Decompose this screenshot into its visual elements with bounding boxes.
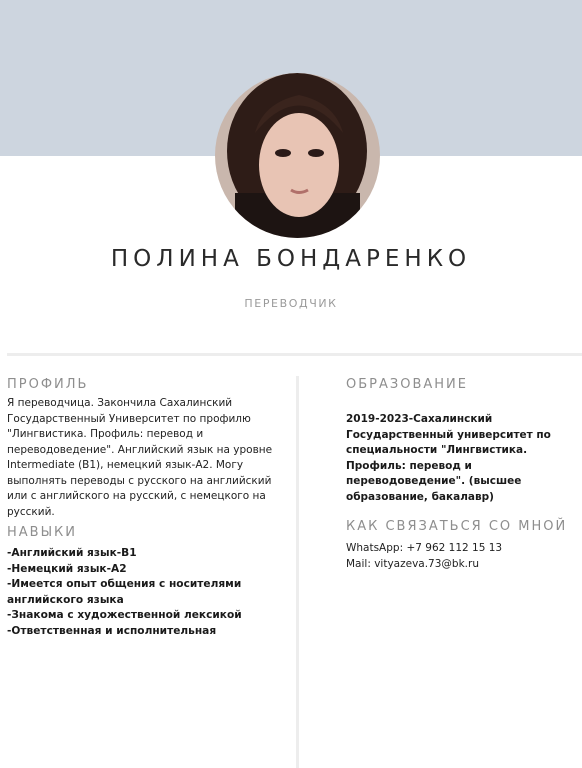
skills-list (7, 546, 287, 640)
skill-item: -Ответственная и исполнительная (7, 624, 217, 637)
skill-item: -Немецкий язык-A2 (7, 562, 127, 575)
profile-section-title: ПРОФИЛЬ (7, 377, 89, 392)
email-contact[interactable]: Mail: vityazeva.73@bk.ru (346, 557, 479, 570)
profile-text: Я переводчица. Закончила Сахалинский Государственный Университет по профилю "Лингвистика. Профиль: перевод и переводоведение". Английский язык на уровне Intermediate (B1), немецкий язык-А2. Могу выполнять переводы с русского на английский или с английского на русский, с немецкого на русский. (7, 397, 273, 518)
profile-photo (215, 73, 380, 238)
education-section-title: ОБРАЗОВАНИЕ (346, 377, 468, 392)
education-text: 2019-2023-Сахалинский Государственный университет по специальности "Лингвистика. Профиль: перевод и переводоведение". (высшее образование, бакалавр) (346, 413, 551, 503)
contact-section-title: КАК СВЯЗАТЬСЯ СО МНОЙ (346, 519, 568, 534)
person-name: ПОЛИНА БОНДАРЕНКО (110, 246, 472, 272)
job-title: ПЕРЕВОДЧИК (244, 297, 338, 310)
vertical-divider (296, 376, 299, 768)
skills-section-title: НАВЫКИ (7, 525, 78, 540)
skill-item: -Английский язык-B1 (7, 547, 137, 559)
skill-item: -Имеется опыт общения с носителями английского языка (7, 578, 242, 606)
portrait-image (215, 73, 380, 238)
horizontal-divider (7, 353, 582, 356)
contact-info (346, 541, 576, 572)
skill-item: -Знакома с художественной лексикой (7, 609, 242, 622)
whatsapp-contact[interactable]: WhatsApp: +7 962 112 15 13 (346, 542, 503, 554)
